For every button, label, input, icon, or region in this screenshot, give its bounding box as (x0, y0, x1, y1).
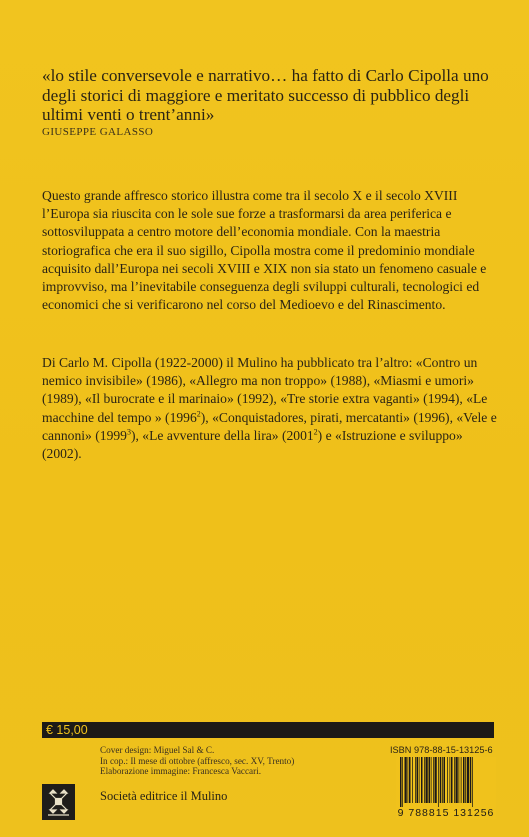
price-label: € 15,00 (46, 723, 88, 737)
book-description (42, 187, 497, 314)
publisher-name: Società editrice il Mulino (100, 789, 228, 803)
edition-superscript: 2 (196, 409, 201, 419)
bibliography-year: (1988), (327, 373, 374, 389)
cover-credits (100, 745, 350, 777)
price-bar (42, 722, 494, 738)
bibliography-separator: ) e (317, 427, 336, 443)
quote-text: «lo stile conversevole e narrativo… ha fatto di Carlo Cipolla uno degli storici di maggiore e meritato successo di pubblico degli ultimi venti o trent’anni» (42, 66, 489, 124)
credit-line: In cop.: Il mese di ottobre (affresco, sec. XV, Trento) (100, 755, 295, 766)
bibliography-year: (1986), (142, 373, 190, 389)
bibliography-year: (1999 (91, 427, 127, 443)
bibliography-list (42, 355, 497, 461)
edition-superscript: 2 (313, 427, 318, 437)
credit-line: Elaborazione immagine: Francesca Vaccari. (100, 766, 262, 776)
bibliography-separator: ), (200, 409, 213, 425)
bibliography (42, 354, 497, 463)
bibliography-year: (1989), (42, 391, 86, 407)
bibliography-year: (2001 (278, 427, 314, 443)
bibliography-year: (2002). (42, 446, 82, 462)
barcode-number: 9 788815 131256 (397, 807, 495, 819)
barcode-bars-icon (396, 757, 496, 807)
bibliography-separator: ), (130, 427, 143, 443)
mulino-windmill-logo-icon (42, 784, 75, 820)
edition-superscript: 3 (126, 427, 131, 437)
bibliography-title: «Le avventure della lira» (142, 427, 279, 443)
bibliography-year: (1996), (409, 409, 457, 425)
bibliography-title: «Il burocrate e il marinaio» (85, 391, 234, 407)
quote-author: GIUSEPPE GALASSO (42, 126, 154, 138)
credit-line: Cover design: Miguel Sal & C. (100, 745, 215, 755)
bibliography-year: (1994), (419, 391, 467, 407)
bibliography-title: «Tre storie extra vaganti» (280, 391, 420, 407)
barcode (396, 757, 496, 819)
bibliography-paragraph (42, 354, 497, 463)
bibliography-title: «Contro un nemico invisibile» (42, 355, 478, 389)
bibliography-title: «Le macchine del tempo » (42, 391, 488, 425)
bibliography-intro: Di Carlo M. Cipolla (1922-2000) il Mulino ha pubblicato tra l’altro: (42, 355, 413, 370)
description-paragraph: Questo grande affresco storico illustra come tra il secolo X e il secolo XVIII l’Europa sia riuscita con le sole sue forze a trasformarsi da area periferica e sottosviluppata a centro motore dell’economia mondiale. Con la maestria storiografica che era il suo sigillo, Cipolla mostra come il predominio mondiale acquisito dall’Europa nei secoli XVIII e XIX non sia stato un fenomeno casuale e improvviso, ma l’inevitabile conseguenza degli sviluppi culturali, tecnologici ed economici che si verificarono nel corso del Medioevo e del Rinascimento. (42, 188, 487, 313)
bibliography-title: «Vele e cannoni» (42, 409, 497, 443)
bibliography-title: «Istruzione e sviluppo» (335, 427, 463, 443)
bibliography-title: «Conquistadores, pirati, mercatanti» (212, 409, 410, 425)
isbn-label: ISBN 978-88-15-13125-6 (390, 745, 493, 755)
bibliography-year: (1992), (233, 391, 281, 407)
bibliography-title: «Allegro ma non troppo» (189, 373, 328, 389)
bibliography-title: «Miasmi e umori» (373, 373, 474, 389)
bibliography-year: (1996 (161, 409, 197, 425)
